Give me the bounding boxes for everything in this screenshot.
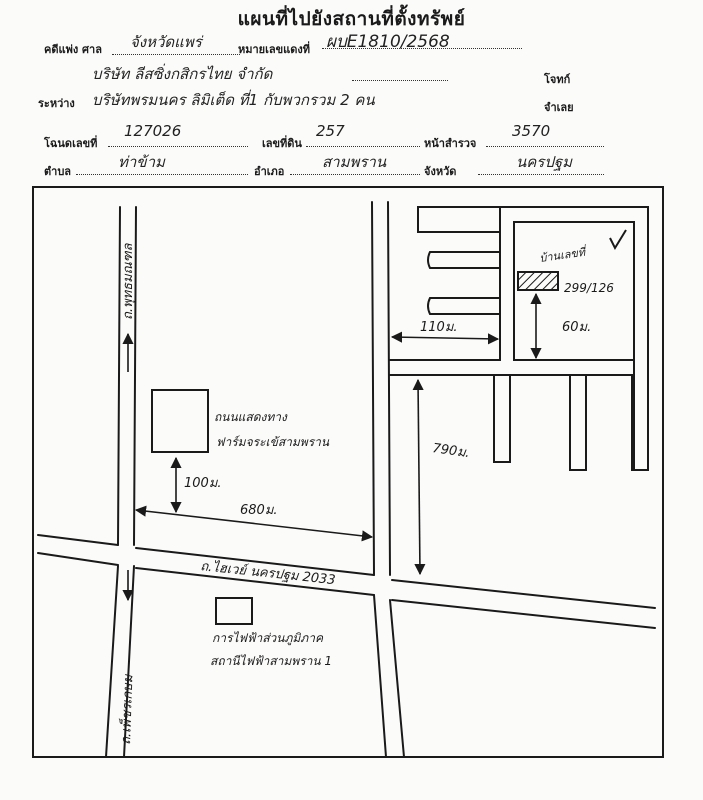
deed-value: 127026 bbox=[124, 122, 182, 140]
between-label: ระหว่าง bbox=[38, 97, 75, 110]
province-label: จังหวัด bbox=[424, 165, 457, 178]
dim-790-label: 790ม. bbox=[431, 441, 471, 462]
estate-branch-1 bbox=[428, 252, 500, 268]
survey-value: 3570 bbox=[512, 122, 551, 140]
property-label: บ้านเลขที่ bbox=[538, 245, 586, 265]
landmark-bottom-label-2: สถานีไฟฟ้าสามพราน 1 bbox=[210, 654, 333, 668]
property-number: 299/126 bbox=[564, 281, 614, 295]
black-case-label: หมายเลขแดงที่ bbox=[238, 43, 310, 56]
dim-790-line bbox=[418, 380, 420, 574]
estate-top-road bbox=[418, 207, 500, 232]
dim-60-label: 60ม. bbox=[562, 320, 592, 335]
finger-2 bbox=[570, 375, 586, 470]
subdistrict-label: ตำบล bbox=[44, 165, 72, 178]
case-label: คดีแพ่ง ศาล bbox=[44, 43, 102, 56]
plaintiff-role: โจทก์ bbox=[544, 73, 571, 86]
road-left-north-edge-a bbox=[118, 207, 120, 545]
dim-680-label: 680ม. bbox=[240, 503, 278, 518]
check-mark-icon bbox=[610, 230, 626, 248]
province-value: นครปฐม bbox=[516, 153, 573, 171]
soi-edge-a bbox=[372, 202, 374, 575]
soi-lower-edge-a bbox=[374, 595, 386, 757]
estate-branch-2 bbox=[428, 298, 500, 314]
court-value: จังหวัดแพร่ bbox=[130, 33, 202, 51]
land-no-label: เลขที่ดิน bbox=[262, 137, 302, 150]
estate-outer-loop bbox=[390, 207, 648, 470]
defendant-value: บริษัทพรมนคร ลิมิเต็ด ที่1 กับพวกรวม 2 คน bbox=[92, 91, 375, 109]
property-marker bbox=[518, 272, 558, 290]
survey-label: หน้าสำรวจ bbox=[424, 137, 477, 150]
land-no-value: 257 bbox=[316, 122, 345, 140]
landmark-bottom-box bbox=[216, 598, 252, 624]
document-title: แผนที่ไปยังสถานที่ตั้งทรัพย์ bbox=[237, 8, 466, 30]
defendant-role: จำเลย bbox=[544, 101, 574, 114]
landmark-top-label-2: ฟาร์มจระเข้สามพราน bbox=[216, 435, 330, 449]
soi-edge-b bbox=[388, 202, 390, 575]
plaintiff-value: บริษัท ลีสซิ่งกสิกรไทย จำกัด bbox=[92, 65, 273, 83]
dim-110-line bbox=[392, 337, 498, 339]
deed-label: โฉนดเลขที่ bbox=[44, 137, 98, 150]
soi-lower-edge-b bbox=[390, 600, 404, 757]
landmark-top-label-1: ถนนแสดงทาง bbox=[214, 410, 287, 424]
black-case-value: ผบE1810/2568 bbox=[326, 32, 450, 52]
landmark-top-box bbox=[152, 390, 208, 452]
subdistrict-value: ท่าข้าม bbox=[118, 153, 165, 171]
district-value: สามพราน bbox=[322, 153, 387, 171]
road-main-label: ถ.ไฮเวย์ นครปฐม 2033 bbox=[199, 559, 337, 589]
finger-1 bbox=[494, 375, 510, 462]
landmark-bottom-label-1: การไฟฟ้าส่วนภูมิภาค bbox=[212, 631, 323, 645]
road-main-edge-top bbox=[38, 535, 655, 608]
road-left-south-edge-a bbox=[106, 566, 118, 757]
dim-100-label: 100ม. bbox=[184, 476, 222, 491]
dim-110-label: 110ม. bbox=[420, 320, 458, 335]
road-left-north-label: ถ.พุทธมณฑล bbox=[121, 243, 136, 320]
road-left-south-label: ถ.เพ็ชรเกษม bbox=[119, 674, 137, 746]
district-label: อำเภอ bbox=[254, 165, 285, 178]
